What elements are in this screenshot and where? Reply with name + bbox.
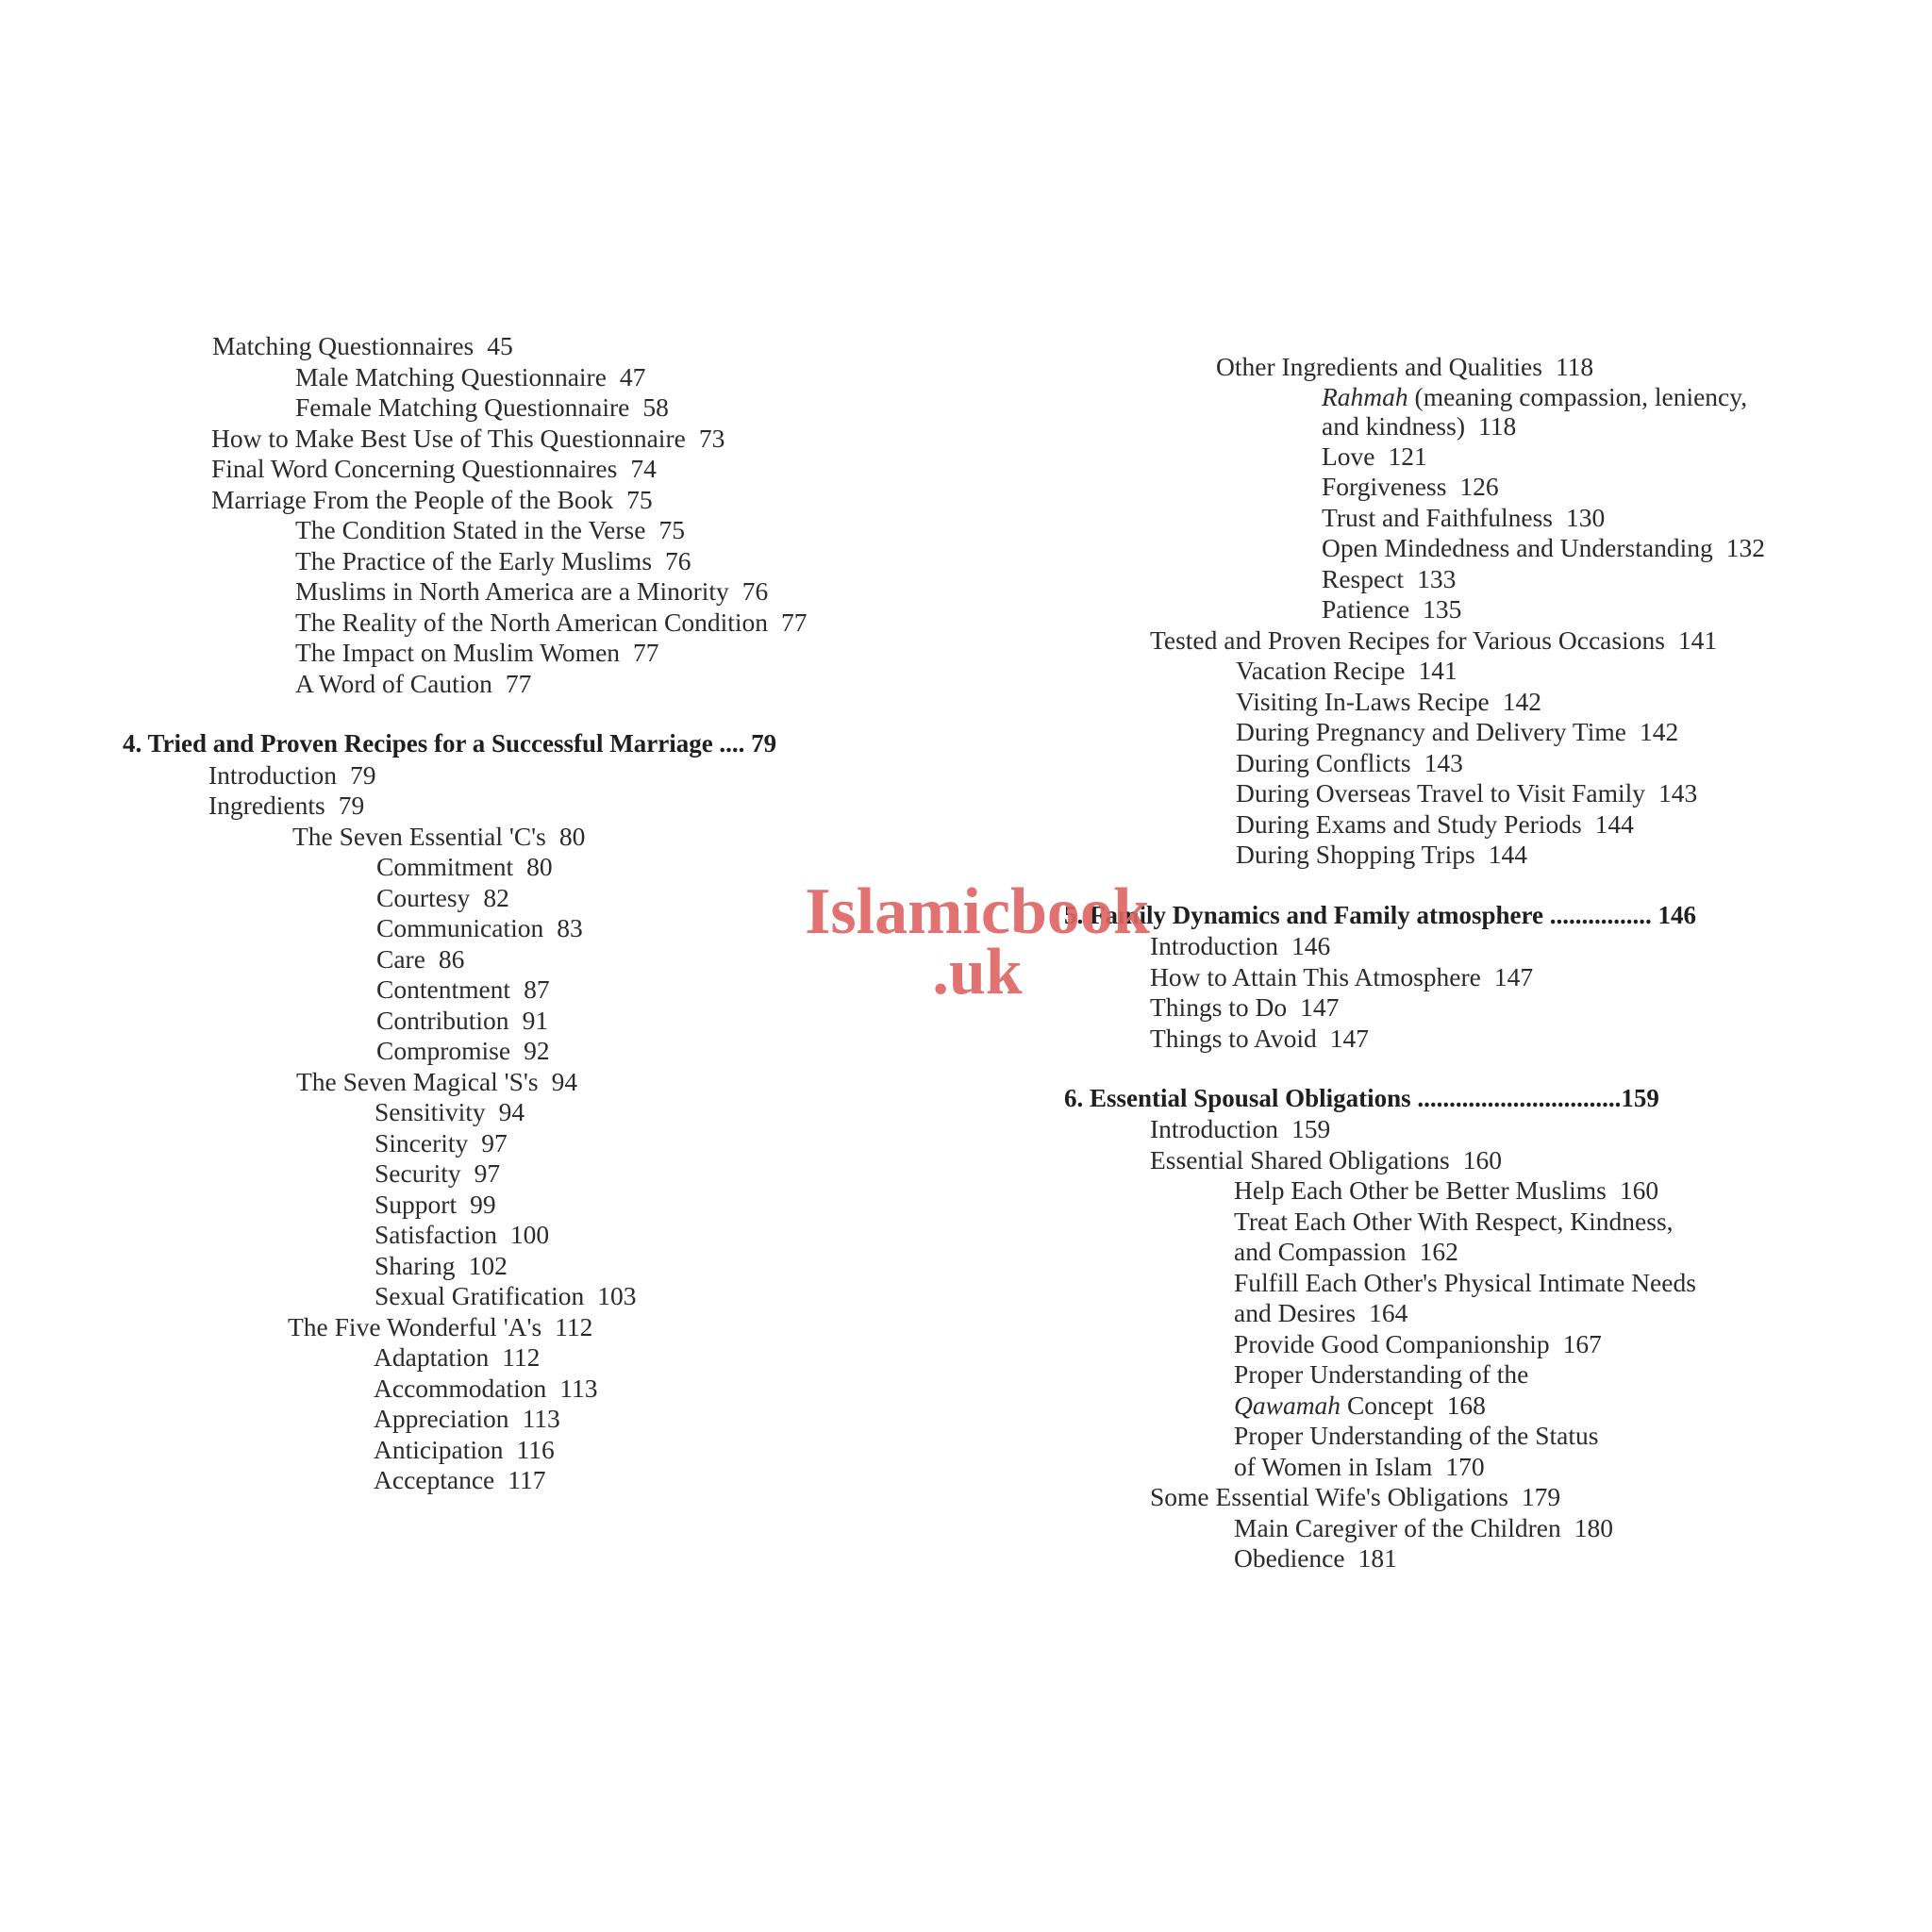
toc-entry-title: Respect <box>1322 564 1405 593</box>
toc-entry <box>375 1158 500 1189</box>
toc-page-number: 117 <box>508 1465 546 1494</box>
toc-entry-title: Love <box>1322 441 1375 471</box>
toc-entry <box>375 1096 525 1127</box>
toc-entry <box>295 668 531 699</box>
toc-entry-title: Sincerity <box>375 1128 469 1158</box>
toc-page-number: 142 <box>1639 717 1679 746</box>
toc-entry <box>1234 1297 1407 1328</box>
toc-entry <box>295 391 669 423</box>
toc-entry <box>1150 961 1533 992</box>
toc-entry-title: 6. Essential Spousal Obligations ................................159 <box>1064 1084 1659 1112</box>
toc-page-number: 97 <box>481 1128 508 1158</box>
toc-entry-title: Proper Understanding of the Status <box>1234 1421 1599 1450</box>
toc-entry <box>295 514 685 545</box>
toc-page-number: 118 <box>1478 411 1517 441</box>
toc-entry <box>1234 1390 1486 1421</box>
toc-page-number: 79 <box>338 791 365 820</box>
toc-entry-title: Visiting In-Laws Recipe <box>1236 687 1490 716</box>
toc-entry-title: The Seven Essential 'C's <box>292 822 546 851</box>
toc-page-number: 132 <box>1725 533 1765 562</box>
toc-entry <box>375 1127 508 1158</box>
toc-page-number: 162 <box>1419 1237 1458 1266</box>
toc-entry-title: During Shopping Trips <box>1236 840 1475 869</box>
toc-page-number: 113 <box>522 1404 560 1433</box>
toc-entry <box>376 851 553 882</box>
toc-entry <box>1322 532 1765 563</box>
toc-entry <box>376 974 550 1005</box>
toc-page-number: 45 <box>487 331 513 360</box>
toc-page-number: 181 <box>1357 1543 1397 1573</box>
toc-entry-title: A Word of Caution <box>295 669 492 698</box>
toc-entry-title: Contentment <box>376 974 511 1004</box>
toc-page-number: 160 <box>1462 1145 1502 1174</box>
toc-entry <box>1150 1481 1560 1512</box>
toc-entry <box>1236 839 1527 870</box>
toc-entry <box>212 330 513 361</box>
toc-entry <box>1150 991 1339 1023</box>
toc-page-number: 77 <box>633 638 659 667</box>
toc-entry-title: Fulfill Each Other's Physical Intimate Needs <box>1234 1268 1696 1297</box>
toc-page-number: 144 <box>1594 809 1634 839</box>
toc-entry-title: Essential Shared Obligations <box>1150 1145 1450 1174</box>
toc-entry <box>1236 777 1697 808</box>
toc-page-number: 146 <box>1291 931 1331 960</box>
toc-entry-title: The Impact on Muslim Women <box>295 638 621 667</box>
toc-entry <box>375 1280 636 1311</box>
toc-entry <box>1236 716 1678 747</box>
toc-entry <box>1322 593 1461 625</box>
toc-entry-title: Main Caregiver of the Children <box>1234 1513 1561 1542</box>
toc-page-number: 77 <box>781 608 808 637</box>
toc-entry-title: The Reality of the North American Condition <box>295 608 769 637</box>
toc-entry <box>374 1341 540 1373</box>
toc-entry <box>211 423 724 454</box>
toc-entry-title: Introduction <box>1150 931 1278 960</box>
toc-entry-title: 4. Tried and Proven Recipes for a Successful Marriage .... 79 <box>123 729 777 758</box>
toc-entry <box>1150 625 1717 656</box>
toc-entry <box>374 1434 555 1465</box>
toc-page-number: 112 <box>555 1312 593 1341</box>
toc-entry-title: Sharing <box>375 1251 456 1280</box>
toc-entry-title: 5. Family Dynamics and Family atmosphere ................ 146 <box>1064 901 1696 929</box>
toc-entry-title: Satisfaction <box>375 1220 497 1249</box>
toc-entry <box>296 1066 577 1097</box>
toc-entry-title: and Compassion <box>1234 1237 1407 1266</box>
toc-page-number: 143 <box>1424 748 1463 777</box>
toc-entry <box>374 1464 545 1495</box>
toc-page-number: 77 <box>505 669 532 698</box>
toc-entry <box>1216 351 1593 382</box>
toc-entry <box>1236 686 1541 717</box>
toc-entry-title: Muslims in North America are a Minority <box>295 576 729 606</box>
toc-entry-title: Vacation Recipe <box>1236 656 1406 685</box>
toc-entry-title: of Women in Islam <box>1234 1452 1433 1481</box>
toc-entry <box>374 1403 560 1434</box>
toc-page-number: 141 <box>1677 625 1718 655</box>
toc-page-number: 76 <box>665 546 691 575</box>
toc-entry <box>1150 1144 1502 1175</box>
toc-entry <box>295 607 808 638</box>
toc-entry <box>1234 1174 1658 1206</box>
toc-entry-title: and kindness) <box>1322 411 1465 441</box>
toc-entry <box>1322 410 1516 441</box>
toc-entry <box>1150 1113 1330 1144</box>
toc-entry-title: During Pregnancy and Delivery Time <box>1236 717 1626 746</box>
toc-page-number: 118 <box>1555 352 1594 381</box>
toc-page-number: 75 <box>658 515 685 544</box>
toc-entry-title: Provide Good Companionship <box>1234 1329 1550 1358</box>
toc-entry-title: Courtesy <box>376 883 471 912</box>
toc-entry-title: Sexual Gratification <box>375 1281 585 1310</box>
toc-entry-title: Introduction <box>208 760 337 790</box>
toc-entry-title: Communication <box>376 913 544 942</box>
toc-entry <box>1322 563 1456 594</box>
toc-entry <box>1234 1451 1485 1482</box>
toc-page-number: 73 <box>698 424 725 453</box>
toc-page-number: 126 <box>1459 472 1499 501</box>
toc-entry <box>376 943 464 974</box>
toc-entry-title: How to Make Best Use of This Questionnaire <box>211 424 686 453</box>
toc-page-number: 75 <box>626 485 653 514</box>
toc-page-number: 103 <box>597 1281 637 1310</box>
toc-page-number: 94 <box>498 1097 525 1126</box>
toc-entry <box>375 1219 549 1250</box>
toc-page-number: 80 <box>526 852 553 881</box>
toc-entry-title: Accommodation <box>374 1374 547 1403</box>
toc-page-number: 160 <box>1619 1175 1659 1205</box>
toc-page-number: 179 <box>1521 1482 1561 1511</box>
toc-page-number: 80 <box>558 822 586 851</box>
toc-entry-title: and Desires <box>1234 1298 1357 1327</box>
toc-entry-title: Security <box>375 1158 461 1188</box>
toc-page-number: 91 <box>522 1006 549 1035</box>
toc-page-number: 47 <box>619 362 646 391</box>
toc-page-number: 74 <box>630 454 657 483</box>
watermark-line1: Islamicbook <box>805 875 1150 948</box>
toc-page-number: 167 <box>1562 1329 1602 1358</box>
toc-page-number: 86 <box>438 944 465 974</box>
toc-entry <box>295 361 645 392</box>
toc-entry <box>1234 1328 1602 1359</box>
toc-page-number: 147 <box>1300 992 1340 1022</box>
toc-entry <box>1322 381 1747 412</box>
toc-entry <box>211 484 653 515</box>
toc-entry <box>1234 1420 1598 1451</box>
toc-entry <box>295 575 768 607</box>
toc-page-number: 170 <box>1445 1452 1485 1481</box>
toc-entry-title: Compromise <box>376 1036 511 1065</box>
toc-entry-title: During Overseas Travel to Visit Family <box>1236 778 1646 808</box>
toc-entry-title: Treat Each Other With Respect, Kindness, <box>1234 1207 1674 1236</box>
toc-page-number: 87 <box>524 974 550 1004</box>
toc-entry <box>374 1373 598 1404</box>
toc-entry <box>1150 1023 1369 1054</box>
toc-page-number: 94 <box>551 1067 578 1096</box>
toc-entry-title: Appreciation <box>374 1404 509 1433</box>
toc-entry <box>1234 1512 1613 1543</box>
toc-entry-title: Adaptation <box>374 1342 490 1372</box>
toc-entry <box>1236 655 1457 686</box>
toc-entry <box>1322 441 1427 472</box>
toc-entry-title: Open Mindedness and Understanding <box>1322 533 1713 562</box>
toc-page-number: 130 <box>1565 503 1606 532</box>
toc-entry-title: Care <box>376 944 425 974</box>
toc-entry <box>1234 1542 1397 1574</box>
toc-entry <box>1236 808 1634 840</box>
toc-page-number: 92 <box>524 1036 550 1065</box>
toc-page-number: 168 <box>1446 1391 1486 1420</box>
toc-entry <box>1234 1206 1674 1237</box>
toc-entry-title: The Condition Stated in the Verse <box>295 515 646 544</box>
toc-page-number: 142 <box>1502 687 1541 716</box>
toc-entry <box>1234 1236 1458 1267</box>
toc-page-number: 121 <box>1388 441 1427 471</box>
toc-entry <box>376 912 583 943</box>
toc-entry-title: Other Ingredients and Qualities <box>1216 352 1542 381</box>
toc-entry-title: Contribution <box>376 1006 509 1035</box>
toc-page-number: 99 <box>470 1190 496 1219</box>
toc-page-number: 113 <box>559 1374 598 1403</box>
toc-entry <box>1150 930 1330 961</box>
watermark <box>789 875 1166 1008</box>
toc-page-number: 144 <box>1488 840 1527 869</box>
toc-entry-title: How to Attain This Atmosphere <box>1150 962 1481 991</box>
toc-entry-title: Proper Understanding of the <box>1234 1359 1529 1389</box>
toc-entry <box>292 821 585 852</box>
toc-entry-title: The Practice of the Early Muslims <box>295 546 653 575</box>
toc-entry <box>1236 747 1463 778</box>
toc-entry-title: The Five Wonderful 'A's <box>288 1312 542 1341</box>
toc-entry-title: During Exams and Study Periods <box>1236 809 1582 839</box>
toc-entry <box>1322 471 1499 502</box>
toc-entry <box>1234 1358 1528 1390</box>
toc-entry-italic-term: Rahmah <box>1322 382 1408 411</box>
toc-page-number: 135 <box>1423 594 1462 624</box>
toc-entry-title: Marriage From the People of the Book <box>211 485 614 514</box>
toc-entry <box>208 790 364 821</box>
toc-page-number: 147 <box>1329 1024 1369 1053</box>
toc-entry-title: Final Word Concerning Questionnaires <box>211 454 618 483</box>
toc-page-number: 116 <box>516 1435 555 1464</box>
toc-entry-title: Things to Avoid <box>1150 1024 1317 1053</box>
toc-page-number: 76 <box>741 576 769 606</box>
toc-entry-title: Tested and Proven Recipes for Various Occasions <box>1150 625 1665 655</box>
toc-entry <box>295 545 691 576</box>
toc-page-number: 100 <box>509 1220 550 1249</box>
toc-chapter-heading <box>1064 1083 1659 1114</box>
toc-entry-title: Sensitivity <box>375 1097 486 1126</box>
toc-page-number: 141 <box>1418 656 1457 685</box>
toc-entry-title: Female Matching Questionnaire <box>295 392 630 422</box>
toc-entry <box>376 882 509 913</box>
toc-entry <box>288 1311 592 1342</box>
toc-entry-title: Concept <box>1341 1391 1434 1420</box>
toc-page-number: 102 <box>468 1251 508 1280</box>
toc-page-number: 180 <box>1574 1513 1613 1542</box>
toc-page-number: 58 <box>642 392 669 422</box>
toc-entry-italic-term: Qawamah <box>1234 1391 1341 1420</box>
toc-entry <box>208 759 375 791</box>
toc-page-number: 112 <box>502 1342 541 1372</box>
toc-entry-title: Support <box>375 1190 458 1219</box>
toc-entry-title: Introduction <box>1150 1114 1278 1143</box>
toc-entry-title: The Seven Magical 'S's <box>296 1067 539 1096</box>
toc-entry-title: Things to Do <box>1150 992 1288 1022</box>
toc-entry-title: Matching Questionnaires <box>212 331 475 360</box>
toc-entry-title: Patience <box>1322 594 1410 624</box>
toc-entry-title: Male Matching Questionnaire <box>295 362 607 391</box>
toc-page-number: 82 <box>483 883 509 912</box>
toc-chapter-heading <box>123 728 776 759</box>
toc-entry-title: Forgiveness <box>1322 472 1447 501</box>
toc-entry <box>375 1250 508 1281</box>
toc-entry <box>1234 1267 1696 1298</box>
toc-entry-title: Obedience <box>1234 1543 1345 1573</box>
toc-entry-title: During Conflicts <box>1236 748 1411 777</box>
toc-page-number: 164 <box>1369 1298 1408 1327</box>
toc-page-number: 147 <box>1493 962 1534 991</box>
toc-entry-title: Acceptance <box>374 1465 495 1494</box>
toc-entry <box>211 453 657 484</box>
toc-entry-title: Trust and Faithfulness <box>1322 503 1553 532</box>
toc-entry-title: Help Each Other be Better Muslims <box>1234 1175 1607 1205</box>
toc-page-number: 97 <box>474 1158 501 1188</box>
toc-entry <box>375 1189 496 1220</box>
toc-entry-title: Anticipation <box>374 1435 504 1464</box>
toc-entry-title: (meaning compassion, leniency, <box>1407 382 1748 411</box>
toc-page-number: 79 <box>349 760 376 790</box>
toc-page-number: 133 <box>1417 564 1457 593</box>
toc-entry-title: Ingredients <box>208 791 325 820</box>
watermark-line2: .uk <box>932 936 1023 1008</box>
toc-entry-title: Commitment <box>376 852 514 881</box>
toc-entry-title: Some Essential Wife's Obligations <box>1150 1482 1508 1511</box>
toc-page-number: 143 <box>1658 778 1698 808</box>
toc-entry <box>1322 502 1605 533</box>
toc-entry <box>295 637 659 668</box>
toc-page-number: 159 <box>1291 1114 1331 1143</box>
toc-entry <box>376 1035 550 1066</box>
toc-entry <box>376 1005 548 1036</box>
toc-page-number: 83 <box>557 913 583 942</box>
